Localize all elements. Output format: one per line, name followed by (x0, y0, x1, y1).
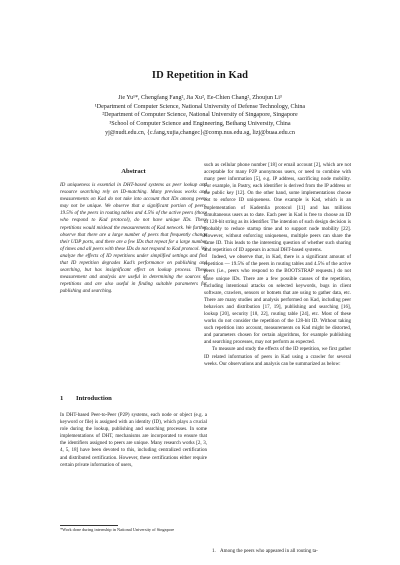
affiliation-2: ²Department of Computer Science, National University of Singapore, Singapore (102, 112, 298, 119)
section-number: 1 (60, 395, 64, 402)
abstract-text: ID uniqueness is essential in DHT-based systems as peer lookup and resource searching rely on ID-matching. Many previous works and measurements on Kad do not take into account that IDs among peers may not be unique. We observe that a significant portion of peers, 19.5% of the peers in routing tables and 4.5% of the active peers (those who respond to Kad protocol), do not have unique IDs. These repetitions would mislead the measurements of Kad network. We further observe that there are a large number of peers that frequently change their UDP ports, and there are a few IDs that repeat for a large number of times and all peers with these IDs do not respond to Kad protocol. We analyze the effects of ID repetitions under simplified settings and find that ID repetition degrades Kad’s performance on publishing and searching, but has insignificant effect on lookup process. These measurement and analysis are useful in determining the sources of repetitions and are also useful in finding suitable parameters for publishing and searching. (60, 182, 207, 295)
paper-title: ID Repetition in Kad (151, 70, 249, 81)
paragraph: To measure and study the effects of the ID repetition, we first gather ID related information of peers in Kad using a crawler for several weeks. Our observations and analysis can be summarized as below: (204, 346, 351, 367)
right-column (204, 162, 351, 368)
footnote: *Work done during internship in National University of Singapore (60, 527, 175, 532)
affiliation-3: ³School of Computer Science and Engineering, Beihang University, China (109, 121, 291, 128)
author-block (0, 94, 400, 138)
footnote-divider (60, 525, 118, 526)
section-heading-introduction (60, 395, 207, 402)
paragraph: such as cellular phone number [18] or email account [2], which are not acceptable for many P2P anonymous users, or need to combine with many peer information [5], e.g. IP address, sacrificing node mobility. For example, in Pastry, each identifier is derived from the IP address or the public key [12]. On the other hand, some implementations choose not to enforce ID uniqueness. One example is Kad, which is an implementation of Kademlia protocol [11] and has millions simultaneous users as to date. Each peer in Kad is free to choose an ID of 128-bit string as its identifier. The intention of such design decision is probably to reduce startup time and to support node mobility [22]. However, without enforcing uniqueness, multiple peers can share the same ID. This leads to the interesting question of whether such sharing and repetition of ID appears in actual DHT-based systems. (204, 162, 351, 254)
list-text: Among the peers who appeared in all routing ta- (220, 548, 318, 554)
author-emails: yj@nudt.edu.cn, {c.fang,xujia,changec}@comp.nus.edu.sg, lizj@buaa.edu.cn (105, 129, 295, 136)
paragraph: Indeed, we observe that, in Kad, there is a significant amount of repetition — 19.5% of the peers in routing tables and 4.5% of the active peers (i.e., peers who respond to the BOOTSTRAP requests.) do not have unique IDs. There are a few possible causes of the repetition, including intentional attacks on selected keywords, bugs in client software, crawlers, sensors or botnets that are using to gather data, etc. There are many studies and analysis performed on Kad, including peer behaviors and distribution [17, 19], publishing and searching [16], lookup [20], security [18, 22], routing table [24], etc. Most of these works do not consider the repetition of the 128-bit ID. Without taking such repetition into account, measurements on Kad might be distorted, and parameters chosen for certain algorithms, for example publishing and searching processes, may not perform as expected. (204, 254, 351, 346)
introduction-text: In DHT-based Peer-to-Peer (P2P) systems, each node or object (e.g. a keyword or file) is assigned with an identity (ID), which plays a crucial role during the lookup, publishing and searching processes. In some implementations of DHT, mechanisms are incorporated to ensure that the identifiers assigned to peers are unique. Many research works [2, 3, 4, 5, 18] have been devoted to this, including centralized certification and distributed certification. However, these certifications either require certain private information of users, (60, 412, 207, 468)
list-number: 1. (212, 548, 216, 554)
list-item (212, 548, 351, 555)
abstract-heading: Abstract (121, 168, 146, 175)
author-names: Jie Yu¹*, Chengfang Fang², Jia Xu², Ee-Chien Chang², Zhoujun Li³ (118, 95, 282, 101)
section-title: Introduction (76, 395, 112, 402)
affiliation-1: ¹Department of Computer Science, National University of Defense Technology, China (94, 103, 306, 110)
